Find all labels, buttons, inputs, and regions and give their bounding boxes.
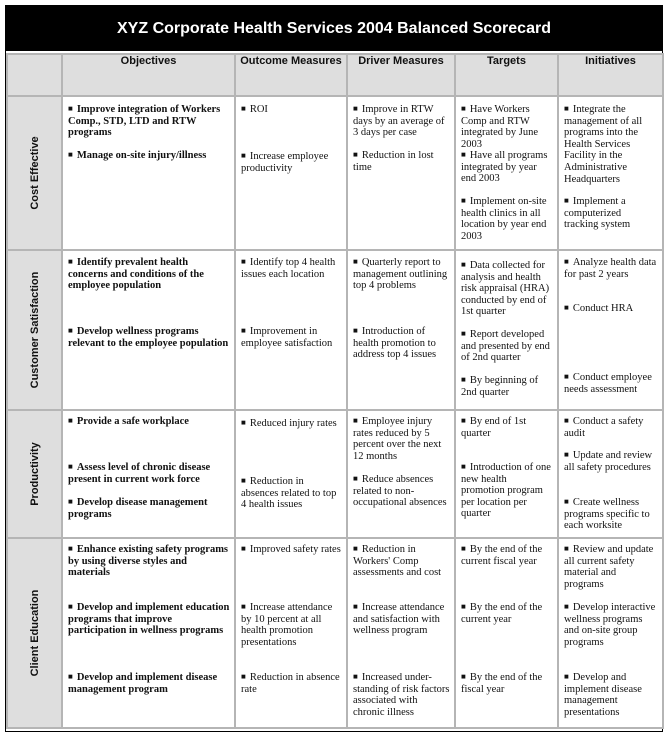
initiatives-cell: [558, 538, 663, 728]
table-row: [7, 96, 663, 250]
table-row: [7, 538, 663, 728]
initiatives-cell: [558, 410, 663, 538]
row-label-cell: [7, 96, 62, 250]
list-item: ■ Introduction of one new health promotion program per location per quarter: [461, 462, 553, 520]
list-item: ■ Improve in RTW days by an average of 3 days per case: [353, 104, 450, 139]
header-outcome-measures: Outcome Measures: [235, 54, 347, 96]
row-label-cell: [7, 250, 62, 410]
list-item: ■ By end of 1st quarter: [461, 416, 553, 439]
outcome-cell: [235, 96, 347, 250]
list-item: ■ Assess level of chronic disease present in current work force: [68, 462, 230, 485]
driver-cell: [347, 250, 455, 410]
list-item: ■ Have Workers Comp and RTW integrated by June 2003: [461, 104, 553, 150]
list-item: ■ Data collected for analysis and health risk appraisal (HRA) conducted by end of 1st quarter: [461, 260, 553, 318]
list-item: ■ Identify top 4 health issues each location: [241, 257, 342, 280]
list-item: ■ Identify prevalent health concerns and conditions of the employee population: [68, 257, 230, 292]
row-label: Cost Effective: [28, 136, 41, 210]
list-item: ■ Increase employee productivity: [241, 151, 342, 174]
objectives-cell: [62, 410, 235, 538]
list-item: ■ Implement on-site health clinics in all location by year end 2003: [461, 196, 553, 242]
list-item: ■ Improve integration of Workers Comp., STD, LTD and RTW programs: [68, 104, 230, 139]
page-title: XYZ Corporate Health Services 2004 Balanced Scorecard: [6, 6, 662, 51]
list-item: ■ Manage on-site injury/illness: [68, 150, 230, 162]
driver-cell: [347, 538, 455, 728]
outcome-cell: [235, 410, 347, 538]
driver-cell: [347, 96, 455, 250]
list-item: ■ Report developed and presented by end of 2nd quarter: [461, 329, 553, 364]
list-item: ■ Develop wellness programs relevant to the employee population: [68, 326, 230, 349]
list-item: ■ Reduction in absences related to top 4 health issues: [241, 476, 342, 511]
row-label: Productivity: [28, 442, 41, 506]
list-item: ■ By the end of the current fiscal year: [461, 544, 553, 567]
list-item: ■ Conduct employee needs assessment: [564, 372, 658, 395]
list-item: ■ Develop interactive wellness programs and on-site group programs: [564, 602, 658, 648]
list-item: ■ Review and update all current safety material and programs: [564, 544, 658, 590]
row-label: Client Education: [28, 589, 41, 677]
scorecard-frame: [5, 5, 663, 732]
list-item: ■ Reduction in Workers' Comp assessments and cost: [353, 544, 450, 579]
list-item: ■ Implement a computerized tracking system: [564, 196, 658, 231]
list-item: ■ Improved safety rates: [241, 544, 342, 556]
targets-cell: [455, 96, 558, 250]
header-row: [7, 54, 663, 96]
list-item: ■ By beginning of 2nd quarter: [461, 375, 553, 398]
list-item: ■ Integrate the management of all programs into the Health Services Facility in the Administrative Headquarters: [564, 104, 658, 185]
list-item: ■ Conduct HRA: [564, 303, 658, 315]
list-item: ■ Increased under-standing of risk factors associated with chronic illness: [353, 672, 450, 718]
list-item: ■ Develop and implement disease management presentations: [564, 672, 658, 718]
list-item: ■ Enhance existing safety programs by using diverse styles and materials: [68, 544, 230, 579]
table-row: [7, 410, 663, 538]
list-item: ■ Provide a safe workplace: [68, 416, 230, 428]
objectives-cell: [62, 250, 235, 410]
list-item: ■ Reduction in lost time: [353, 150, 450, 173]
row-label-cell: [7, 410, 62, 538]
header-objectives: Objectives: [62, 54, 235, 96]
targets-cell: [455, 250, 558, 410]
list-item: ■ Develop and implement disease management program: [68, 672, 230, 695]
list-item: ■ Reduced injury rates: [241, 418, 342, 430]
list-item: ■ Analyze health data for past 2 years: [564, 257, 658, 280]
header-driver-measures: Driver Measures: [347, 54, 455, 96]
list-item: ■ By the end of the current year: [461, 602, 553, 625]
list-item: ■ Create wellness programs specific to each worksite: [564, 497, 658, 532]
initiatives-cell: [558, 250, 663, 410]
outcome-cell: [235, 250, 347, 410]
targets-cell: [455, 538, 558, 728]
list-item: ■ Develop and implement education programs that improve participation in wellness programs: [68, 602, 230, 637]
list-item: ■ Increase attendance and satisfaction with wellness program: [353, 602, 450, 637]
list-item: ■ By the end of the fiscal year: [461, 672, 553, 695]
targets-cell: [455, 410, 558, 538]
scorecard-table: [6, 53, 664, 729]
outcome-cell: [235, 538, 347, 728]
list-item: ■ Conduct a safety audit: [564, 416, 658, 439]
driver-cell: [347, 410, 455, 538]
row-label: Customer Satisfaction: [28, 271, 41, 389]
list-item: ■ Develop disease management programs: [68, 497, 230, 520]
row-label-cell: [7, 538, 62, 728]
list-item: ■ Introduction of health promotion to address top 4 issues: [353, 326, 450, 361]
list-item: ■ Increase attendance by 10 percent at all health promotion presentations: [241, 602, 342, 648]
header-initiatives: Initiatives: [558, 54, 663, 96]
initiatives-cell: [558, 96, 663, 250]
list-item: ■ Reduce absences related to non-occupational absences: [353, 474, 450, 509]
header-targets: Targets: [455, 54, 558, 96]
list-item: ■ Reduction in absence rate: [241, 672, 342, 695]
objectives-cell: [62, 96, 235, 250]
header-corner: [7, 54, 62, 96]
list-item: ■ Quarterly report to management outlining top 4 problems: [353, 257, 450, 292]
list-item: ■ Employee injury rates reduced by 5 percent over the next 12 months: [353, 416, 450, 462]
list-item: ■ Improvement in employee satisfaction: [241, 326, 342, 349]
objectives-cell: [62, 538, 235, 728]
list-item: ■ ROI: [241, 104, 342, 116]
table-row: [7, 250, 663, 410]
list-item: ■ Update and review all safety procedures: [564, 450, 658, 473]
list-item: ■ Have all programs integrated by year end 2003: [461, 150, 553, 185]
